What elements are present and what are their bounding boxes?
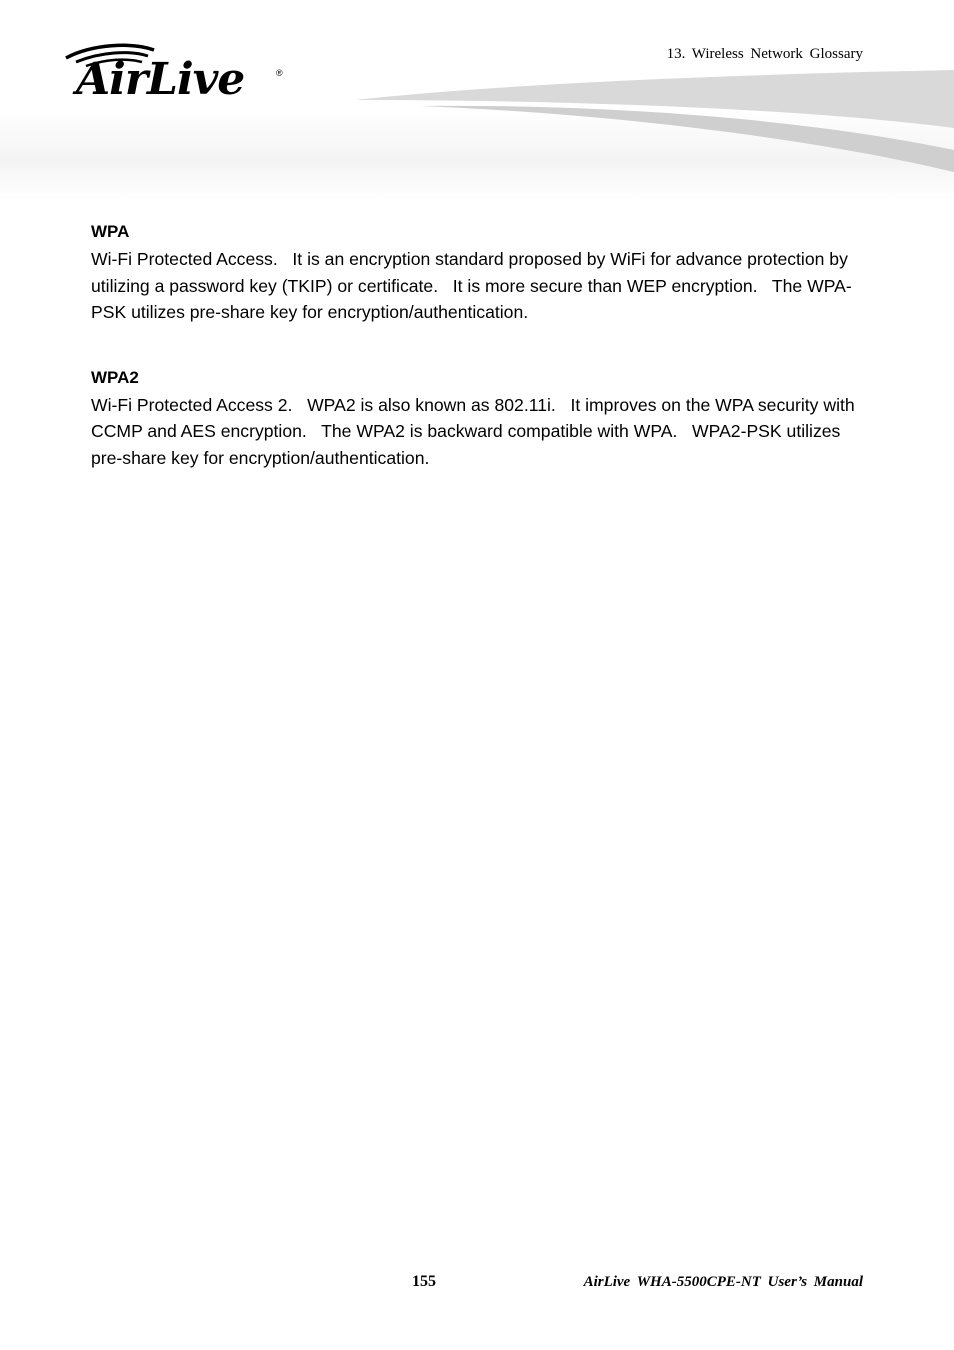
term-definition: Wi-Fi Protected Access. It is an encryption standard proposed by WiFi for advance protection by utilizing a password key (TKIP) or certificate. It is more secure than WEP encryption. The WPA-PSK utilizes pre-share key for encryption/authentication. (91, 249, 853, 322)
term-heading: WPA (91, 222, 130, 241)
logo-text: AirLive (76, 54, 245, 105)
page-number: 155 (412, 1273, 436, 1290)
glossary-entry-wpa (91, 222, 871, 326)
chapter-title: 13. Wireless Network Glossary (666, 46, 863, 62)
glossary-entry-wpa2 (91, 368, 871, 472)
glossary-content (91, 222, 871, 513)
registered-mark: ® (276, 68, 283, 78)
manual-title: AirLive WHA-5500CPE-NT User’s Manual (583, 1274, 863, 1290)
airlive-logo (62, 40, 292, 108)
term-definition: Wi-Fi Protected Access 2. WPA2 is also known as 802.11i. It improves on the WPA security with CCMP and AES encryption. The WPA2 is backward compatible with WPA. WPA2-PSK utilizes pre-share key for encryption/authentication. (91, 394, 860, 468)
term-heading: WPA2 (91, 367, 139, 387)
